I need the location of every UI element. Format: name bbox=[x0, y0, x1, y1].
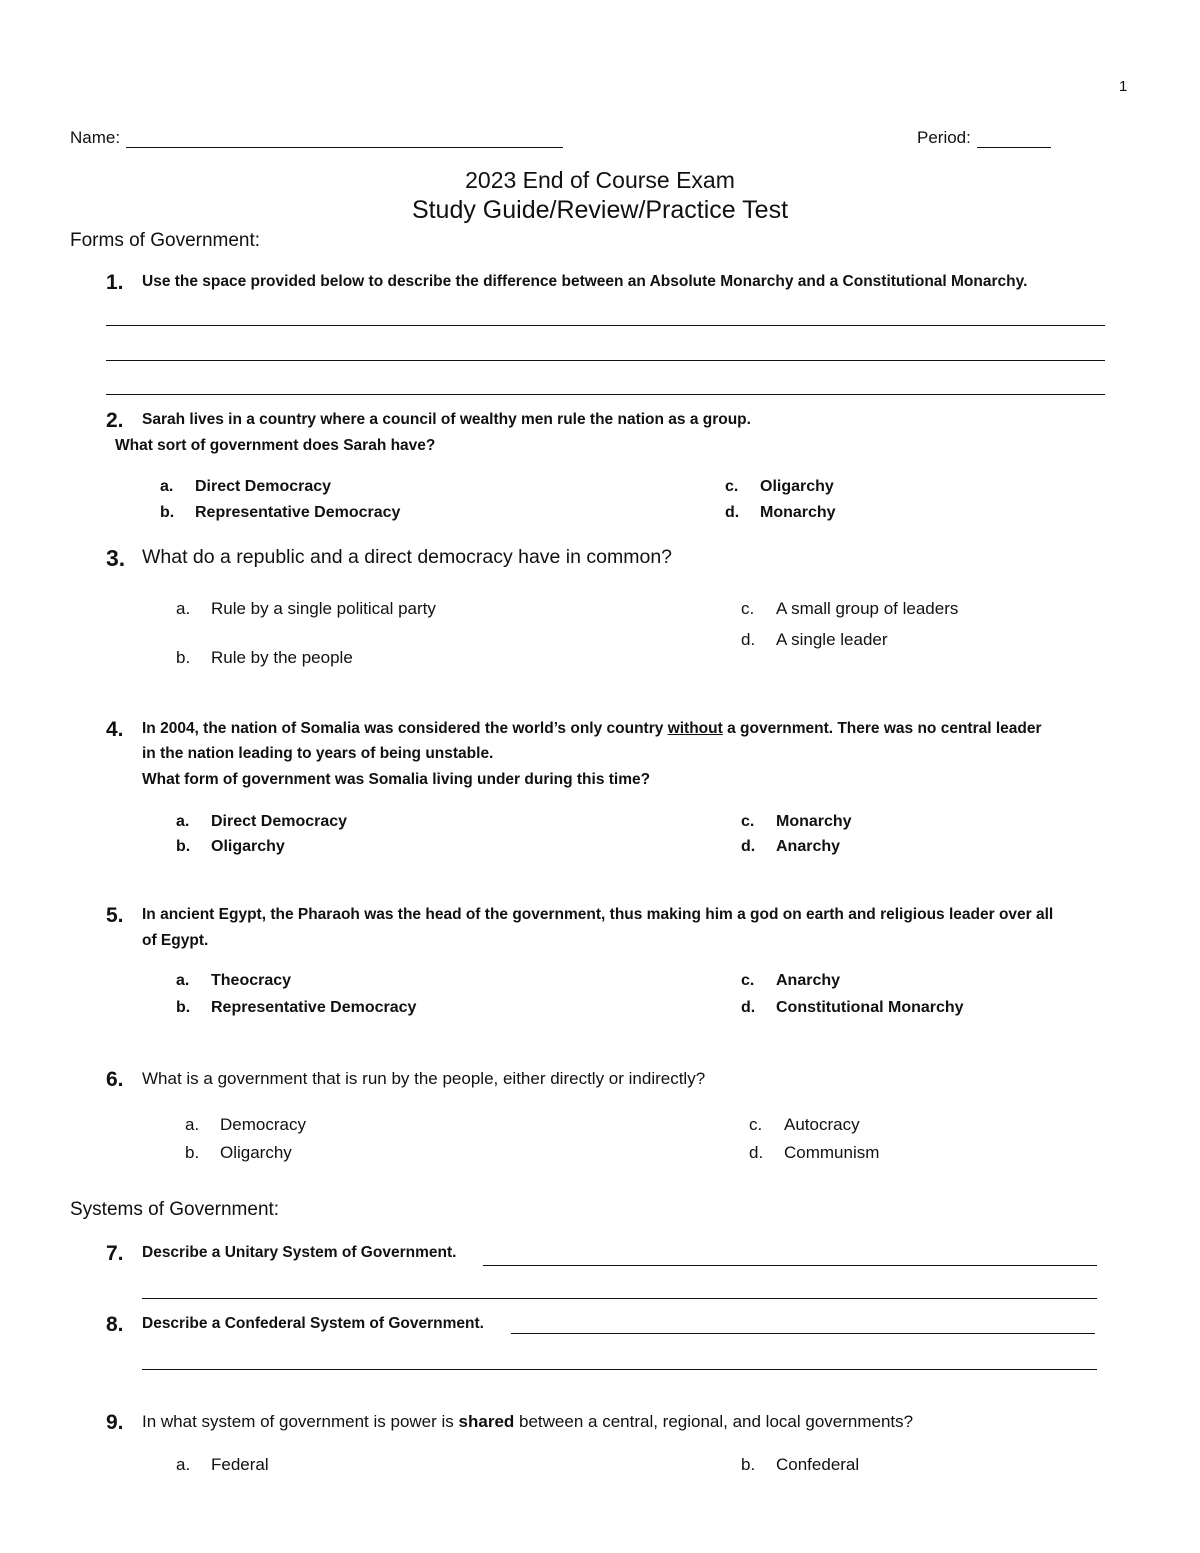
option-letter: a. bbox=[160, 478, 174, 495]
option-text: A single leader bbox=[776, 630, 888, 649]
q9-option-b[interactable] bbox=[741, 1455, 860, 1475]
option-letter: a. bbox=[176, 1455, 191, 1474]
option-text: Autocracy bbox=[784, 1115, 860, 1134]
option-letter: d. bbox=[749, 1143, 764, 1162]
name-field[interactable] bbox=[70, 128, 563, 148]
q6-number: 6. bbox=[106, 1068, 124, 1091]
q6-option-c[interactable] bbox=[749, 1115, 860, 1135]
q5-text-2: of Egypt. bbox=[142, 932, 209, 949]
q6-text: What is a government that is run by the people, either directly or indirectly? bbox=[142, 1069, 706, 1088]
q7-text: Describe a Unitary System of Government. bbox=[142, 1244, 457, 1261]
option-text: Federal bbox=[211, 1455, 269, 1474]
q3-option-a[interactable] bbox=[176, 599, 436, 619]
q3-option-b[interactable] bbox=[176, 648, 353, 668]
option-text: Oligarchy bbox=[760, 478, 834, 495]
q5-option-d[interactable] bbox=[741, 999, 964, 1017]
option-letter: b. bbox=[185, 1143, 200, 1162]
q4-number: 4. bbox=[106, 718, 124, 741]
q2-option-c[interactable] bbox=[725, 478, 834, 496]
q7-answer-line-2[interactable] bbox=[142, 1298, 1097, 1299]
name-label: Name: bbox=[70, 128, 121, 147]
option-text: Direct Democracy bbox=[211, 813, 348, 830]
q1-number: 1. bbox=[106, 271, 124, 294]
q9-text-b: between a central, regional, and local governments? bbox=[519, 1412, 914, 1431]
option-letter: a. bbox=[176, 813, 190, 830]
q6-option-b[interactable] bbox=[185, 1143, 292, 1163]
q9-option-a[interactable] bbox=[176, 1455, 269, 1475]
q6-option-d[interactable] bbox=[749, 1143, 880, 1163]
option-text: A small group of leaders bbox=[776, 599, 959, 618]
option-letter: d. bbox=[725, 504, 740, 521]
period-label: Period: bbox=[917, 128, 971, 147]
q8-answer-line-1[interactable] bbox=[511, 1333, 1095, 1334]
section-forms-heading: Forms of Government: bbox=[70, 230, 261, 251]
q4-option-b[interactable] bbox=[176, 838, 285, 856]
q4-text-underlined: without bbox=[667, 720, 723, 737]
exam-title: 2023 End of Course Exam bbox=[465, 167, 735, 193]
option-text: Representative Democracy bbox=[211, 999, 417, 1016]
q3-option-c[interactable] bbox=[741, 599, 959, 619]
option-letter: d. bbox=[741, 630, 756, 649]
option-text: Direct Democracy bbox=[195, 478, 332, 495]
q3-option-d[interactable] bbox=[741, 630, 888, 650]
guide-title: Study Guide/Review/Practice Test bbox=[411, 196, 789, 224]
option-letter: b. bbox=[176, 999, 191, 1016]
q2-number: 2. bbox=[106, 409, 124, 432]
section-systems-heading: Systems of Government: bbox=[70, 1199, 280, 1220]
q8-text: Describe a Confederal System of Government. bbox=[142, 1315, 484, 1332]
q9-number: 9. bbox=[106, 1411, 124, 1434]
q5-number: 5. bbox=[106, 904, 124, 927]
option-text: Communism bbox=[784, 1143, 880, 1162]
option-letter: a. bbox=[176, 972, 190, 989]
q5-option-a[interactable] bbox=[176, 972, 292, 990]
period-field[interactable] bbox=[917, 128, 1051, 148]
option-text: Democracy bbox=[220, 1115, 306, 1134]
option-letter: c. bbox=[741, 972, 755, 989]
q2-text-2: What sort of government does Sarah have? bbox=[115, 437, 436, 454]
option-text: Anarchy bbox=[776, 838, 841, 855]
q8-answer-line-2[interactable] bbox=[142, 1369, 1097, 1370]
q2-text-1: Sarah lives in a country where a council of wealthy men rule the nation as a group. bbox=[142, 411, 751, 428]
option-text: Theocracy bbox=[211, 972, 292, 989]
q4-text-1b: a government. There was no central leader bbox=[727, 720, 1042, 737]
q2-option-a[interactable] bbox=[160, 478, 332, 496]
q5-option-b[interactable] bbox=[176, 999, 417, 1017]
q1-answer-line-3[interactable] bbox=[106, 394, 1105, 395]
option-text: Oligarchy bbox=[211, 838, 285, 855]
option-text: Rule by a single political party bbox=[211, 599, 436, 618]
q7-answer-line-1[interactable] bbox=[483, 1265, 1097, 1266]
q9-text-bold: shared bbox=[458, 1412, 515, 1431]
option-text: Constitutional Monarchy bbox=[776, 999, 964, 1016]
option-text: Oligarchy bbox=[220, 1143, 292, 1162]
option-letter: b. bbox=[160, 504, 175, 521]
q7-number: 7. bbox=[106, 1242, 124, 1265]
period-blank[interactable] bbox=[977, 129, 1051, 148]
option-text: Rule by the people bbox=[211, 648, 353, 667]
q5-option-c[interactable] bbox=[741, 972, 841, 990]
option-letter: b. bbox=[741, 1455, 756, 1474]
option-text: Monarchy bbox=[776, 813, 852, 830]
q3-number: 3. bbox=[106, 545, 126, 571]
option-text: Monarchy bbox=[760, 504, 836, 521]
option-letter: d. bbox=[741, 999, 756, 1016]
q4-text-3: What form of government was Somalia living under during this time? bbox=[142, 771, 651, 788]
q1-text: Use the space provided below to describe the difference between an Absolute Monarchy and a Constitutional Monarchy. bbox=[142, 273, 1028, 290]
q8-number: 8. bbox=[106, 1313, 124, 1336]
q2-option-d[interactable] bbox=[725, 504, 836, 522]
q2-option-b[interactable] bbox=[160, 504, 401, 522]
option-letter: d. bbox=[741, 838, 756, 855]
q5-text-1: In ancient Egypt, the Pharaoh was the head of the government, thus making him a god on earth and religious leader over all bbox=[142, 906, 1054, 923]
option-letter: c. bbox=[741, 813, 755, 830]
option-letter: c. bbox=[725, 478, 739, 495]
q6-option-a[interactable] bbox=[185, 1115, 306, 1135]
option-letter: b. bbox=[176, 648, 191, 667]
q4-option-a[interactable] bbox=[176, 813, 348, 831]
q4-option-c[interactable] bbox=[741, 813, 852, 831]
option-text: Representative Democracy bbox=[195, 504, 401, 521]
option-letter: c. bbox=[741, 599, 755, 618]
q4-text-2: in the nation leading to years of being unstable. bbox=[142, 745, 494, 762]
option-letter: c. bbox=[749, 1115, 763, 1134]
q3-text: What do a republic and a direct democracy have in common? bbox=[142, 546, 673, 568]
q4-text-1 bbox=[142, 720, 1042, 738]
name-blank[interactable] bbox=[126, 129, 563, 148]
option-letter: a. bbox=[185, 1115, 200, 1134]
q4-option-d[interactable] bbox=[741, 838, 841, 856]
q9-text bbox=[142, 1412, 913, 1432]
q1-answer-line-1[interactable] bbox=[106, 325, 1105, 326]
q4-text-1a: In 2004, the nation of Somalia was considered the world’s only country bbox=[142, 720, 664, 737]
option-letter: b. bbox=[176, 838, 191, 855]
option-letter: a. bbox=[176, 599, 191, 618]
page-number: 1 bbox=[1119, 78, 1128, 95]
option-text: Confederal bbox=[776, 1455, 860, 1474]
q9-text-a: In what system of government is power is bbox=[142, 1412, 454, 1431]
q1-answer-line-2[interactable] bbox=[106, 360, 1105, 361]
option-text: Anarchy bbox=[776, 972, 841, 989]
